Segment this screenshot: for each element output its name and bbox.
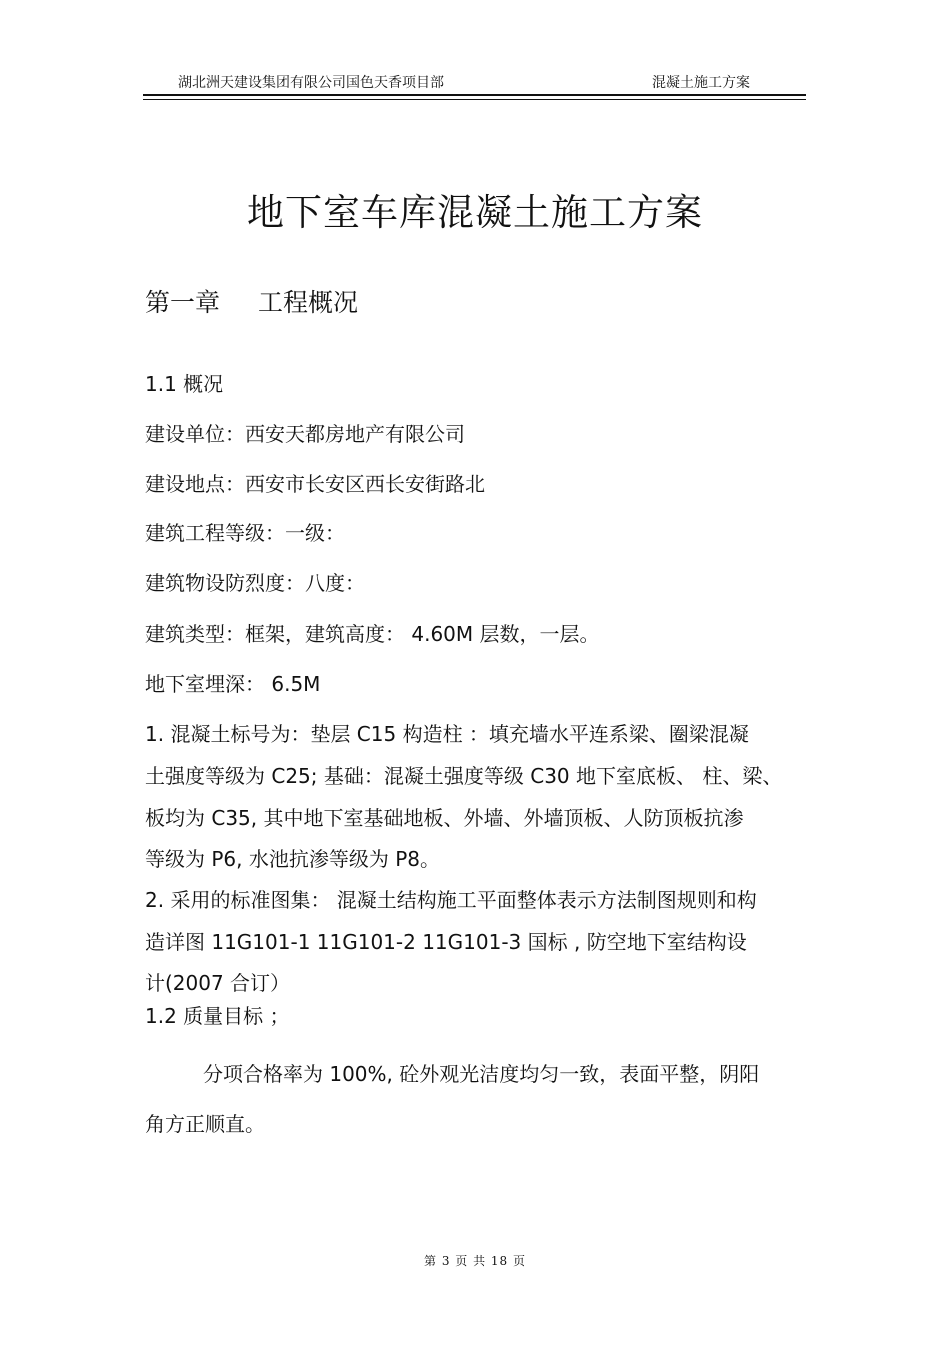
chapter-heading: [145, 283, 358, 319]
section-heading-1-2: 1.2 质量目标 ；: [145, 1004, 290, 1028]
text-line: 地下室埋深： 6.5M: [145, 672, 321, 696]
text-line: 分项合格率为 100%, 砼外观光洁度均匀一致，表面平整，阴阳: [203, 1062, 760, 1086]
text-line: 建筑物设防烈度：八度：: [145, 571, 365, 595]
text-line: 1. 混凝土标号为：垫层 C15 构造柱 ：填充墙水平连系梁、圈梁混凝: [145, 722, 749, 746]
document-title: 地下室车库混凝土施工方案: [247, 191, 703, 234]
text-line: 角方正顺直。: [145, 1112, 265, 1136]
text-line: 建筑工程等级：一级：: [145, 521, 345, 545]
chapter-name: 工程概况: [258, 288, 359, 317]
section-heading-1-1: 1.1 概况: [145, 372, 224, 396]
text-line: 等级为 P6, 水池抗渗等级为 P8。: [145, 847, 440, 871]
text-line: 土强度等级为 C25; 基础：混凝土强度等级 C30 地下室底板、 柱、梁、: [145, 764, 783, 788]
text-line: 造详图 11G101-1 11G101-2 11G101-3 国标 , 防空地下室结构设: [145, 930, 747, 954]
text-line: 建筑类型：框架，建筑高度： 4.60M 层数，一层。: [145, 622, 600, 646]
text-line: 计(2007 合订）: [145, 971, 291, 995]
header-doc-title: 混凝土施工方案: [652, 75, 750, 91]
text-line: 板均为 C35, 其中地下室基础地板、外墙、外墙顶板、人防顶板抗渗: [145, 806, 744, 830]
chapter-number: 第一章: [145, 288, 221, 317]
header-company: 湖北洲天建设集团有限公司国色天香项目部: [178, 75, 444, 91]
page-header: [143, 68, 806, 96]
text-line: 建设地点：西安市长安区西长安街路北: [145, 472, 485, 496]
page-number: 第 3 页 共 18 页: [424, 1254, 526, 1268]
text-line: 建设单位：西安天都房地产有限公司: [145, 422, 465, 446]
text-line: 2. 采用的标准图集： 混凝土结构施工平面整体表示方法制图规则和构: [145, 888, 757, 912]
